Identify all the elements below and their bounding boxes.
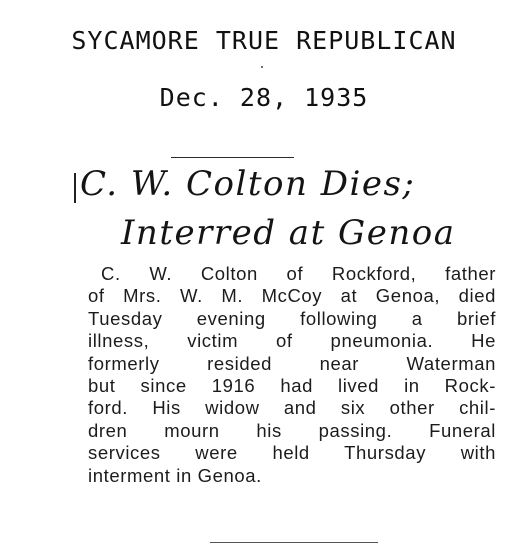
body-line: C. W. Colton of Rockford, father <box>101 263 496 284</box>
headline-margin-mark <box>74 173 76 203</box>
body-line: Tuesday evening following a brief <box>88 307 496 329</box>
ink-dot <box>261 66 263 68</box>
divider-rule <box>171 157 294 158</box>
body-line: illness, victim of pneumonia. He <box>88 330 496 352</box>
publication-date: Dec. 28, 1935 <box>159 83 369 112</box>
headline-line-1: C. W. Colton Dies; <box>80 164 416 204</box>
body-line: ford. His widow and six other chil- <box>88 397 496 419</box>
headline-line-2: Interred at Genoa <box>121 213 456 253</box>
body-line: dren mourn his passing. Funeral <box>88 419 496 441</box>
body-line: of Mrs. W. M. McCoy at Genoa, died <box>88 285 496 307</box>
body-line: but since 1916 had lived in Rock- <box>88 375 496 397</box>
body-line: formerly resided near Waterman <box>88 352 496 374</box>
source-title: SYCAMORE TRUE REPUBLICAN <box>71 26 457 55</box>
body-line: services were held Thursday with <box>88 442 496 464</box>
body-line: interment in Genoa. <box>88 464 262 486</box>
bottom-rule <box>210 542 378 543</box>
article-body <box>88 263 496 487</box>
